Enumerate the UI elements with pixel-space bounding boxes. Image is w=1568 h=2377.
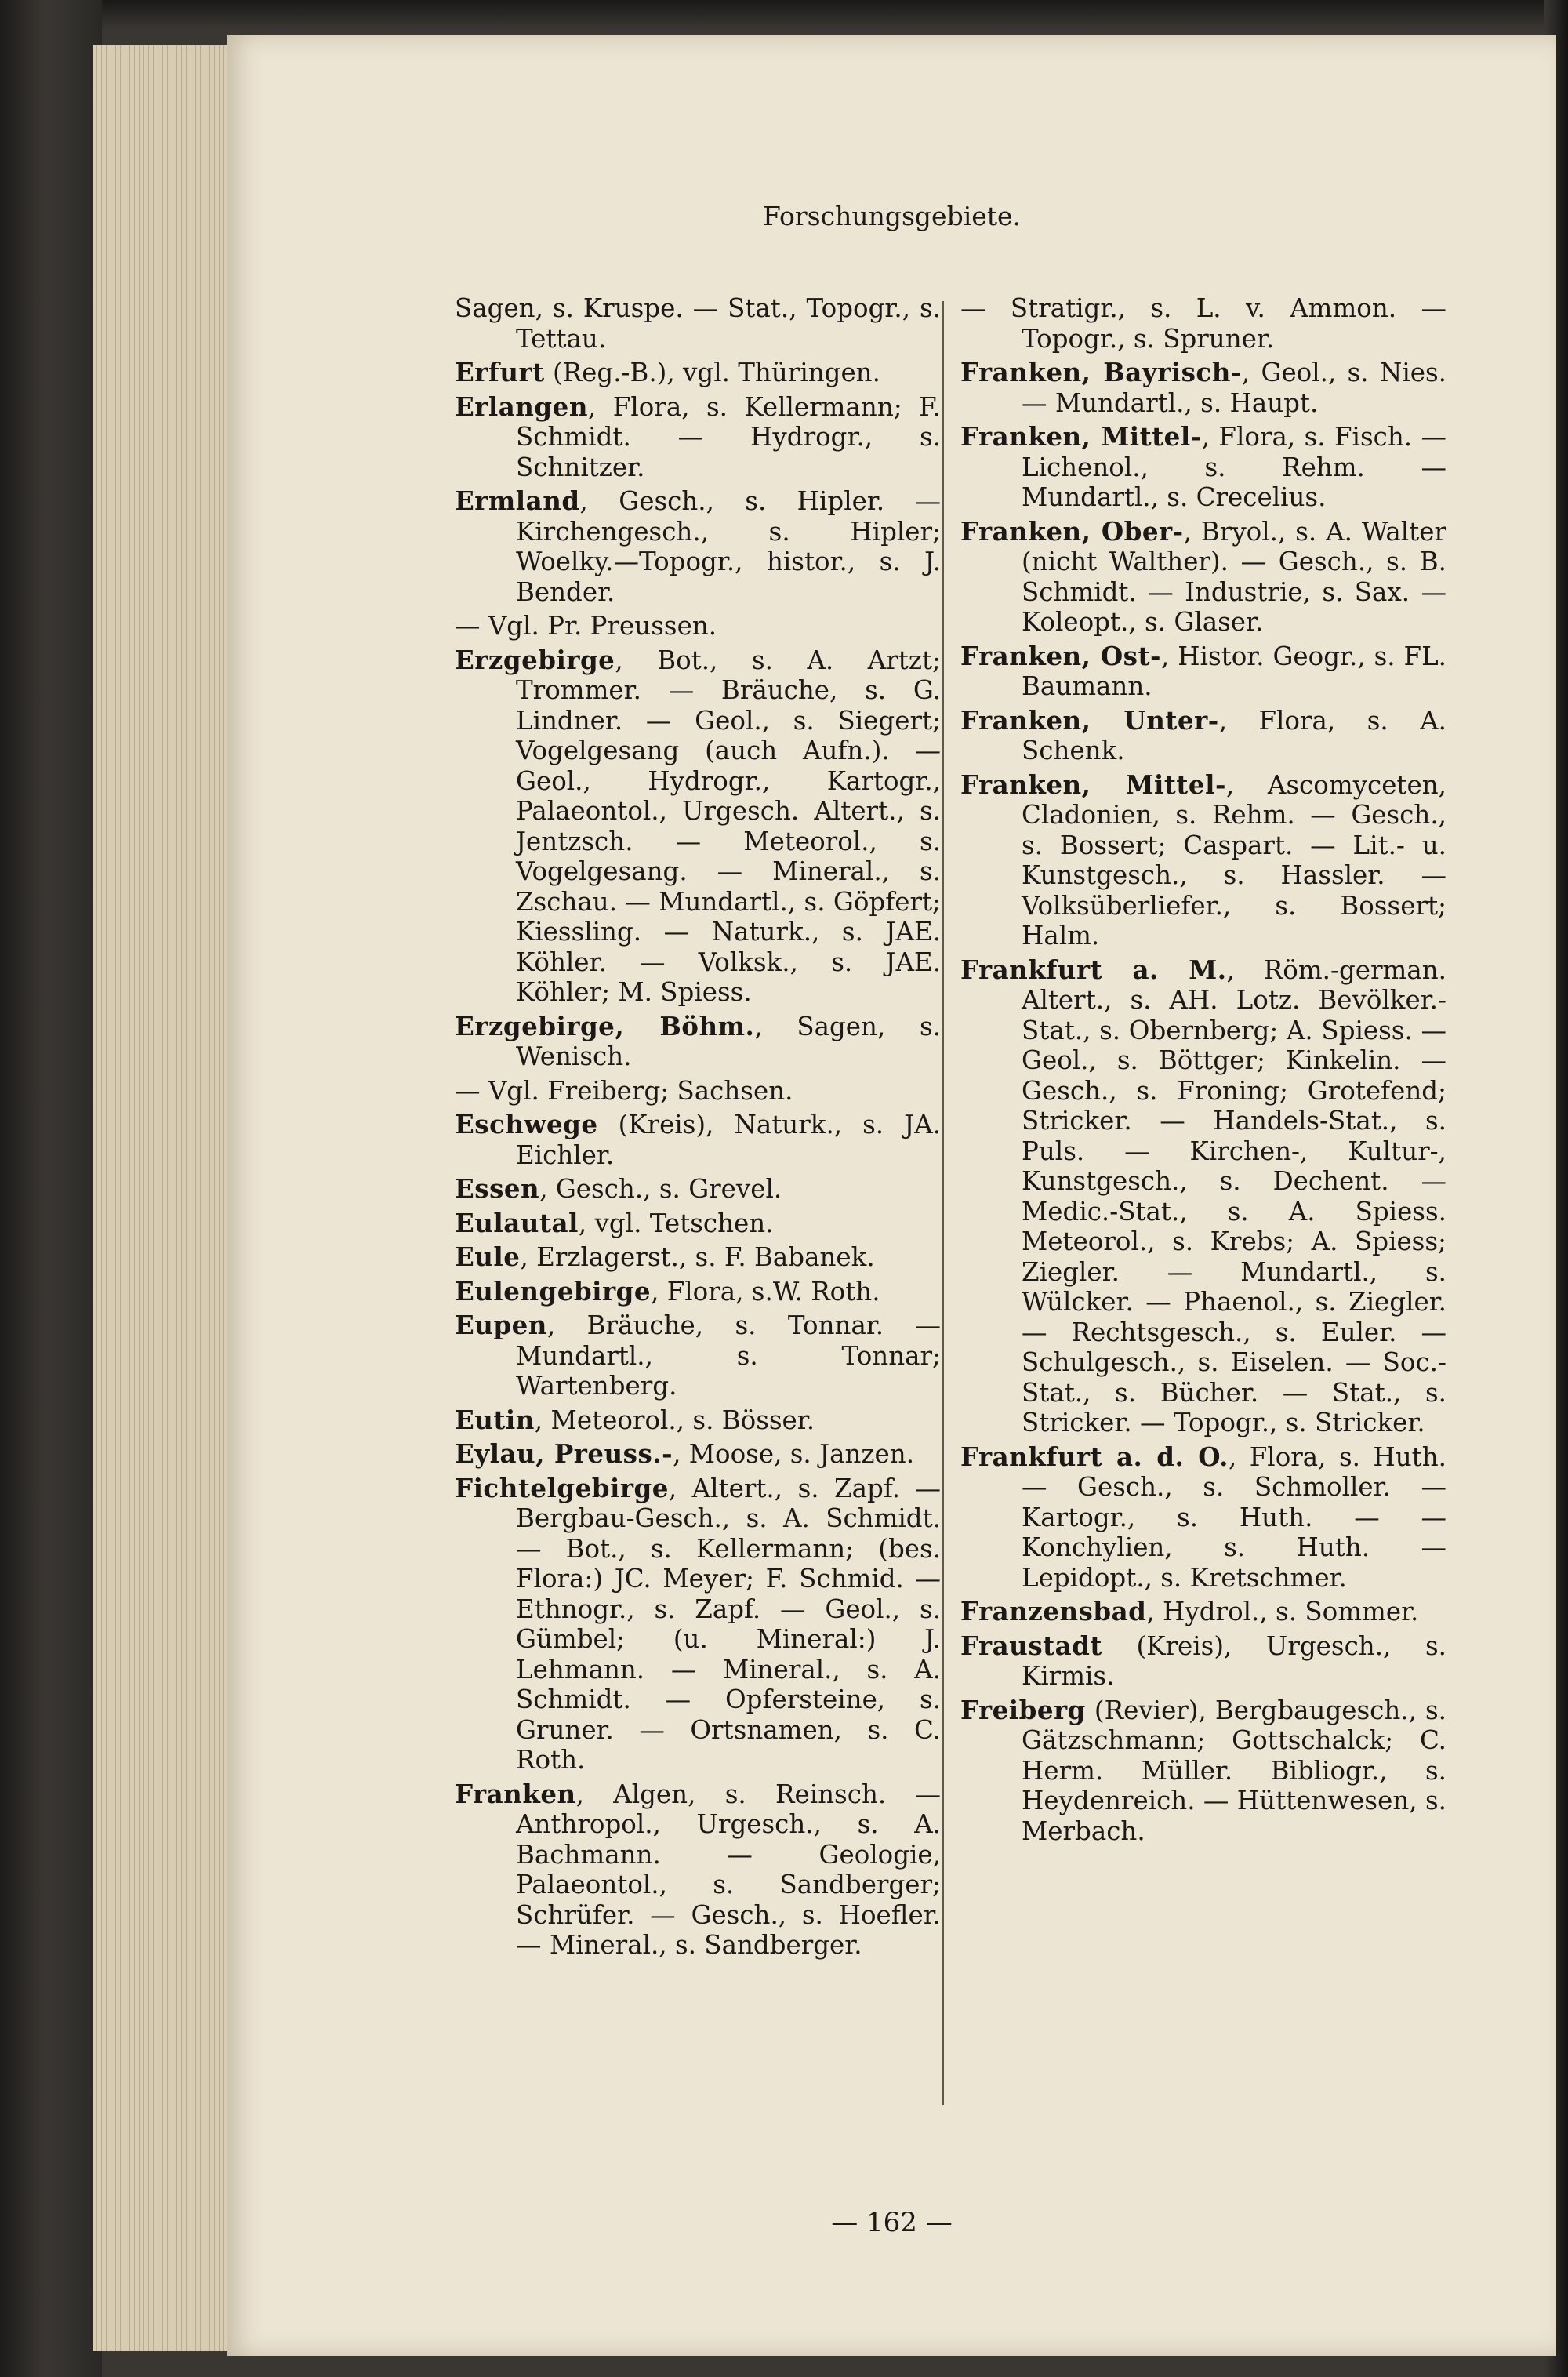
left-column xyxy=(455,293,941,1964)
index-entry: Ermland, Gesch., s. Hipler. — Kirchengesch., s. Hipler; Woelky.—Topogr., histor., s. J. Bender. xyxy=(455,485,941,607)
index-entry: Fichtelgebirge, Altert., s. Zapf. — Bergbau-Gesch., s. A. Schmidt. — Bot., s. Kellermann; (bes. Flora:) JC. Meyer; F. Schmid. — Ethnogr., s. Zapf. — Geol., s. Gümbel; (u. Mineral:) J. Lehmann. — Mineral., s. A. Schmidt. — Opfersteine, s. Gruner. — Ortsnamen, s. C. Roth. xyxy=(455,1472,941,1775)
index-entry: Franzensbad, Hydrol., s. Sommer. xyxy=(960,1596,1419,1626)
index-entry: — Stratigr., s. L. v. Ammon. — Topogr., s. Spruner. xyxy=(960,293,1446,354)
index-entry: Franken, Ost-, Histor. Geogr., s. FL. Baumann. xyxy=(960,640,1446,701)
index-entry: — Vgl. Freiberg; Sachsen. xyxy=(455,1075,793,1106)
running-title: Forschungsgebiete. xyxy=(762,201,1022,231)
index-entry: Eylau, Preuss.-, Moose, s. Janzen. xyxy=(455,1438,915,1469)
index-entry: Sagen, s. Kruspe. — Stat., Topogr., s. Tettau. xyxy=(455,293,941,354)
index-entry: — Vgl. Pr. Preussen. xyxy=(455,611,717,641)
index-entry: Eschwege (Kreis), Naturk., s. JA. Eichler. xyxy=(455,1109,941,1170)
book-page xyxy=(227,35,1556,2356)
index-entry: Franken, Ober-, Bryol., s. A. Walter (nicht Walther). — Gesch., s. B. Schmidt. — Industrie, s. Sax. — Koleopt., s. Glaser. xyxy=(960,515,1447,637)
index-entry: Frankfurt a. M., Röm.-german. Altert., s. AH. Lotz. Bevölker.-Stat., s. Obernberg; A. Spiess. — Geol., s. Böttger; Kinkelin. — Gesch., s. Froning; Grotefend; Stricker. — Handels-Stat., s. Puls. — Kirchen-, Kultur-, Kunstgesch., s. Dechent. — Medic.-Stat., s. A. Spiess. Meteorol., s. Krebs; A. Spiess; Ziegler. — Mundartl., s. Wülcker. — Phaenol., s. Ziegler. — Rechtsgesch., s. Euler. — Schulgesch., s. Eiselen. — Soc.-Stat., s. Bücher. — Stat., s. Stricker. — Topogr., s. Stricker. xyxy=(960,954,1446,1437)
book-cover-left xyxy=(0,0,102,2377)
index-entry: Eupen, Bräuche, s. Tonnar. — Mundartl., s. Tonnar; Wartenberg. xyxy=(455,1310,941,1401)
index-entry: Erfurt (Reg.-B.), vgl. Thüringen. xyxy=(455,357,880,387)
index-entry: Essen, Gesch., s. Grevel. xyxy=(455,1173,782,1204)
book-cover-top xyxy=(0,0,1568,31)
index-entry: Eulautal, vgl. Tetschen. xyxy=(455,1207,774,1238)
index-entry: Franken, Mittel-, Ascomyceten, Cladonien, s. Rehm. — Gesch., s. Bossert; Caspart. — Lit.- u. Kunstgesch., s. Hassler. — Volksüberliefer., s. Bossert; Halm. xyxy=(960,769,1446,950)
page-edges xyxy=(93,45,241,2351)
index-entry: Franken, Unter-, Flora, s. A. Schenk. xyxy=(960,704,1446,765)
column-divider xyxy=(942,301,944,2105)
index-entry: Frankfurt a. d. O., Flora, s. Huth. — Gesch., s. Schmoller. — Kartogr., s. Huth. — — Konchylien, s. Huth. — Lepidopt., s. Kretschmer. xyxy=(960,1441,1446,1593)
index-entry: Eulengebirge, Flora, s.W. Roth. xyxy=(455,1275,880,1307)
index-entry: Fraustadt (Kreis), Urgesch., s. Kirmis. xyxy=(960,1630,1446,1691)
index-entry: Eutin, Meteorol., s. Bösser. xyxy=(455,1404,815,1435)
index-entry: Franken, Algen, s. Reinsch. — Anthropol., Urgesch., s. A. Bachmann. — Geologie, Palaeontol., s. Sandberger; Schrüfer. — Gesch., s. Hoefler. — Mineral., s. Sandberger. xyxy=(455,1778,941,1960)
index-entry: Erzgebirge, Bot., s. A. Artzt; Trommer. — Bräuche, s. G. Lindner. — Geol., s. Siegert; Vogelgesang (auch Aufn.). — Geol., Hydrogr., Kartogr., Palaeontol., Urgesch. Altert., s. Jentzsch. — Meteorol., s. Vogelgesang. — Mineral., s. Zschau. — Mundartl., s. Göpfert; Kiessling. — Naturk., s. JAE. Köhler. — Volksk., s. JAE. Köhler; M. Spiess. xyxy=(455,644,941,1007)
index-entry: Franken, Mittel-, Flora, s. Fisch. — Lichenol., s. Rehm. — Mundartl., s. Crecelius. xyxy=(960,421,1446,512)
index-entry: Erlangen, Flora, s. Kellermann; F. Schmidt. — Hydrogr., s. Schnitzer. xyxy=(455,391,941,482)
index-entry: Franken, Bayrisch-, Geol., s. Nies. — Mundartl., s. Haupt. xyxy=(960,357,1446,418)
page-number: — 162 — xyxy=(831,2207,953,2238)
index-entry: Erzgebirge, Böhm., Sagen, s. Wenisch. xyxy=(455,1010,941,1071)
index-entry: Eule, Erzlagerst., s. F. Babanek. xyxy=(455,1241,875,1272)
right-column xyxy=(960,293,1446,1850)
index-entry: Freiberg (Revier), Bergbaugesch., s. Gätzschmann; Gottschalck; C. Herm. Müller. Bibliogr., s. Heydenreich. — Hüttenwesen, s. Merbach. xyxy=(960,1694,1446,1846)
